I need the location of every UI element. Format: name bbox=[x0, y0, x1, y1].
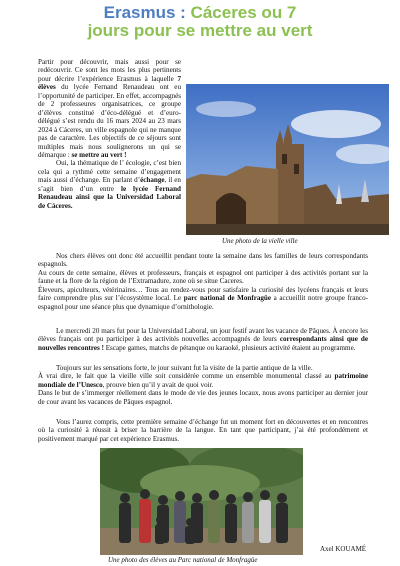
old-town-photo-caption: Une photo de la vielle ville bbox=[222, 237, 298, 245]
group-photo-caption: Une photo des élèves au Parc national de Monfragüe bbox=[108, 556, 258, 564]
body-paragraph: Éleveurs, apiculteurs, vétérinaires… Tous au rendez-vous pour satisfaire la curiosité des lycéens français et leurs faire comprendre plus sur l’écosystème local. Le parc national de Monfragüe a accueillit notre groupe franco-espagnol pour une séance plus que dynamique d’ornithologie. bbox=[38, 285, 368, 311]
body-section-1 bbox=[38, 252, 368, 311]
body-section-4 bbox=[38, 418, 368, 443]
article-title-line-2: jours pour se mettre au vert bbox=[87, 21, 313, 40]
body-paragraph: Au cours de cette semaine, élèves et professeurs, français et espagnol ont participer à des activités portant sur la faune et la flore de la région de l’Extramadure, zone où se situe Caceres. bbox=[38, 268, 368, 286]
body-paragraph: Le mercredi 20 mars fut pour la Universidad Laboral, un jour festif avant les vacance de Pâques. À encore les élèves français ont pu participer à des activités nouvelles accompagnés de leurs correspondants ainsi que de nouvelles rencontres ! Escape games, matchs de pétanque ou karaoké, plusieurs activité étaient au programme. bbox=[38, 327, 368, 352]
body-paragraph: Vous l’aurez compris, cette première semaine d’échange fut un moment fort en découvertes et en rencontres où la curiosité à réussit à briser la barrière de la langue. En tant que participant, j’ai été profondément et positivement marqué par cet expérience Erasmus. bbox=[38, 418, 368, 443]
title-erasmus: Erasmus : bbox=[103, 3, 186, 22]
body-section-2 bbox=[38, 327, 368, 352]
intro-column bbox=[38, 58, 181, 210]
old-town-photo bbox=[186, 84, 389, 235]
group-photo bbox=[100, 448, 303, 555]
body-paragraph: Toujours sur les sensations forte, le jour suivant fut la visite de la partie antique de la ville. bbox=[56, 364, 313, 372]
body-paragraph: À vrai dire, le fait que la vieille ville soit considérée comme un ensemble monumental classé au patrimoine mondiale de l’Unesco, prouve bien qu’il y avait de quoi voir. bbox=[38, 372, 368, 389]
article-title-line-1 bbox=[0, 3, 400, 22]
body-paragraph: Dans le but de s’immerger réellement dans le mode de vie des jeunes locaux, nous avons participer au dernier jour de cour avant les vacances de Pâques espagnol. bbox=[38, 389, 368, 406]
title-caceres: Cáceres ou 7 bbox=[190, 3, 297, 22]
author-name: Axel KOUAMÉ bbox=[320, 545, 367, 553]
body-paragraph: Nos chers élèves ont donc été accueillit pendant toute la semaine dans les familles de leurs correspondants espagnols. bbox=[38, 252, 368, 269]
body-section-3 bbox=[38, 364, 368, 406]
intro-paragraph-2: Oui, la thématique de l’ écologie, c’est bien cela qui a rythmé cette semaine d’engagement mais aussi d’échange. En parlant d’échange, il en s’agit bien d’un entre le lycée Fernand Renaudeau ainsi que la Universidad Laboral de Cáceres. bbox=[38, 159, 181, 210]
intro-paragraph-1: Partir pour découvrir, mais aussi pour se redécouvrir. Ce sont les mots les plus pertinents pour décrire l’expérience Erasmus à laquelle 7 élèves du lycée Fernand Renaudeau ont eu l’opportunité de participer. En effet, accompagnés de 2 professeures organisatrices, ce groupe d’élèves constitué d’éco-délégué et d’euro-délégué s’est rendu du 16 mars 2024 au 23 mars 2024 à Cáceres, un ville espagnole qui ne manque pas de caractère. Les objectifs de ce séjours sont multiples mais nous soulignerons un qui se démarque : se mettre au vert ! bbox=[38, 58, 181, 159]
